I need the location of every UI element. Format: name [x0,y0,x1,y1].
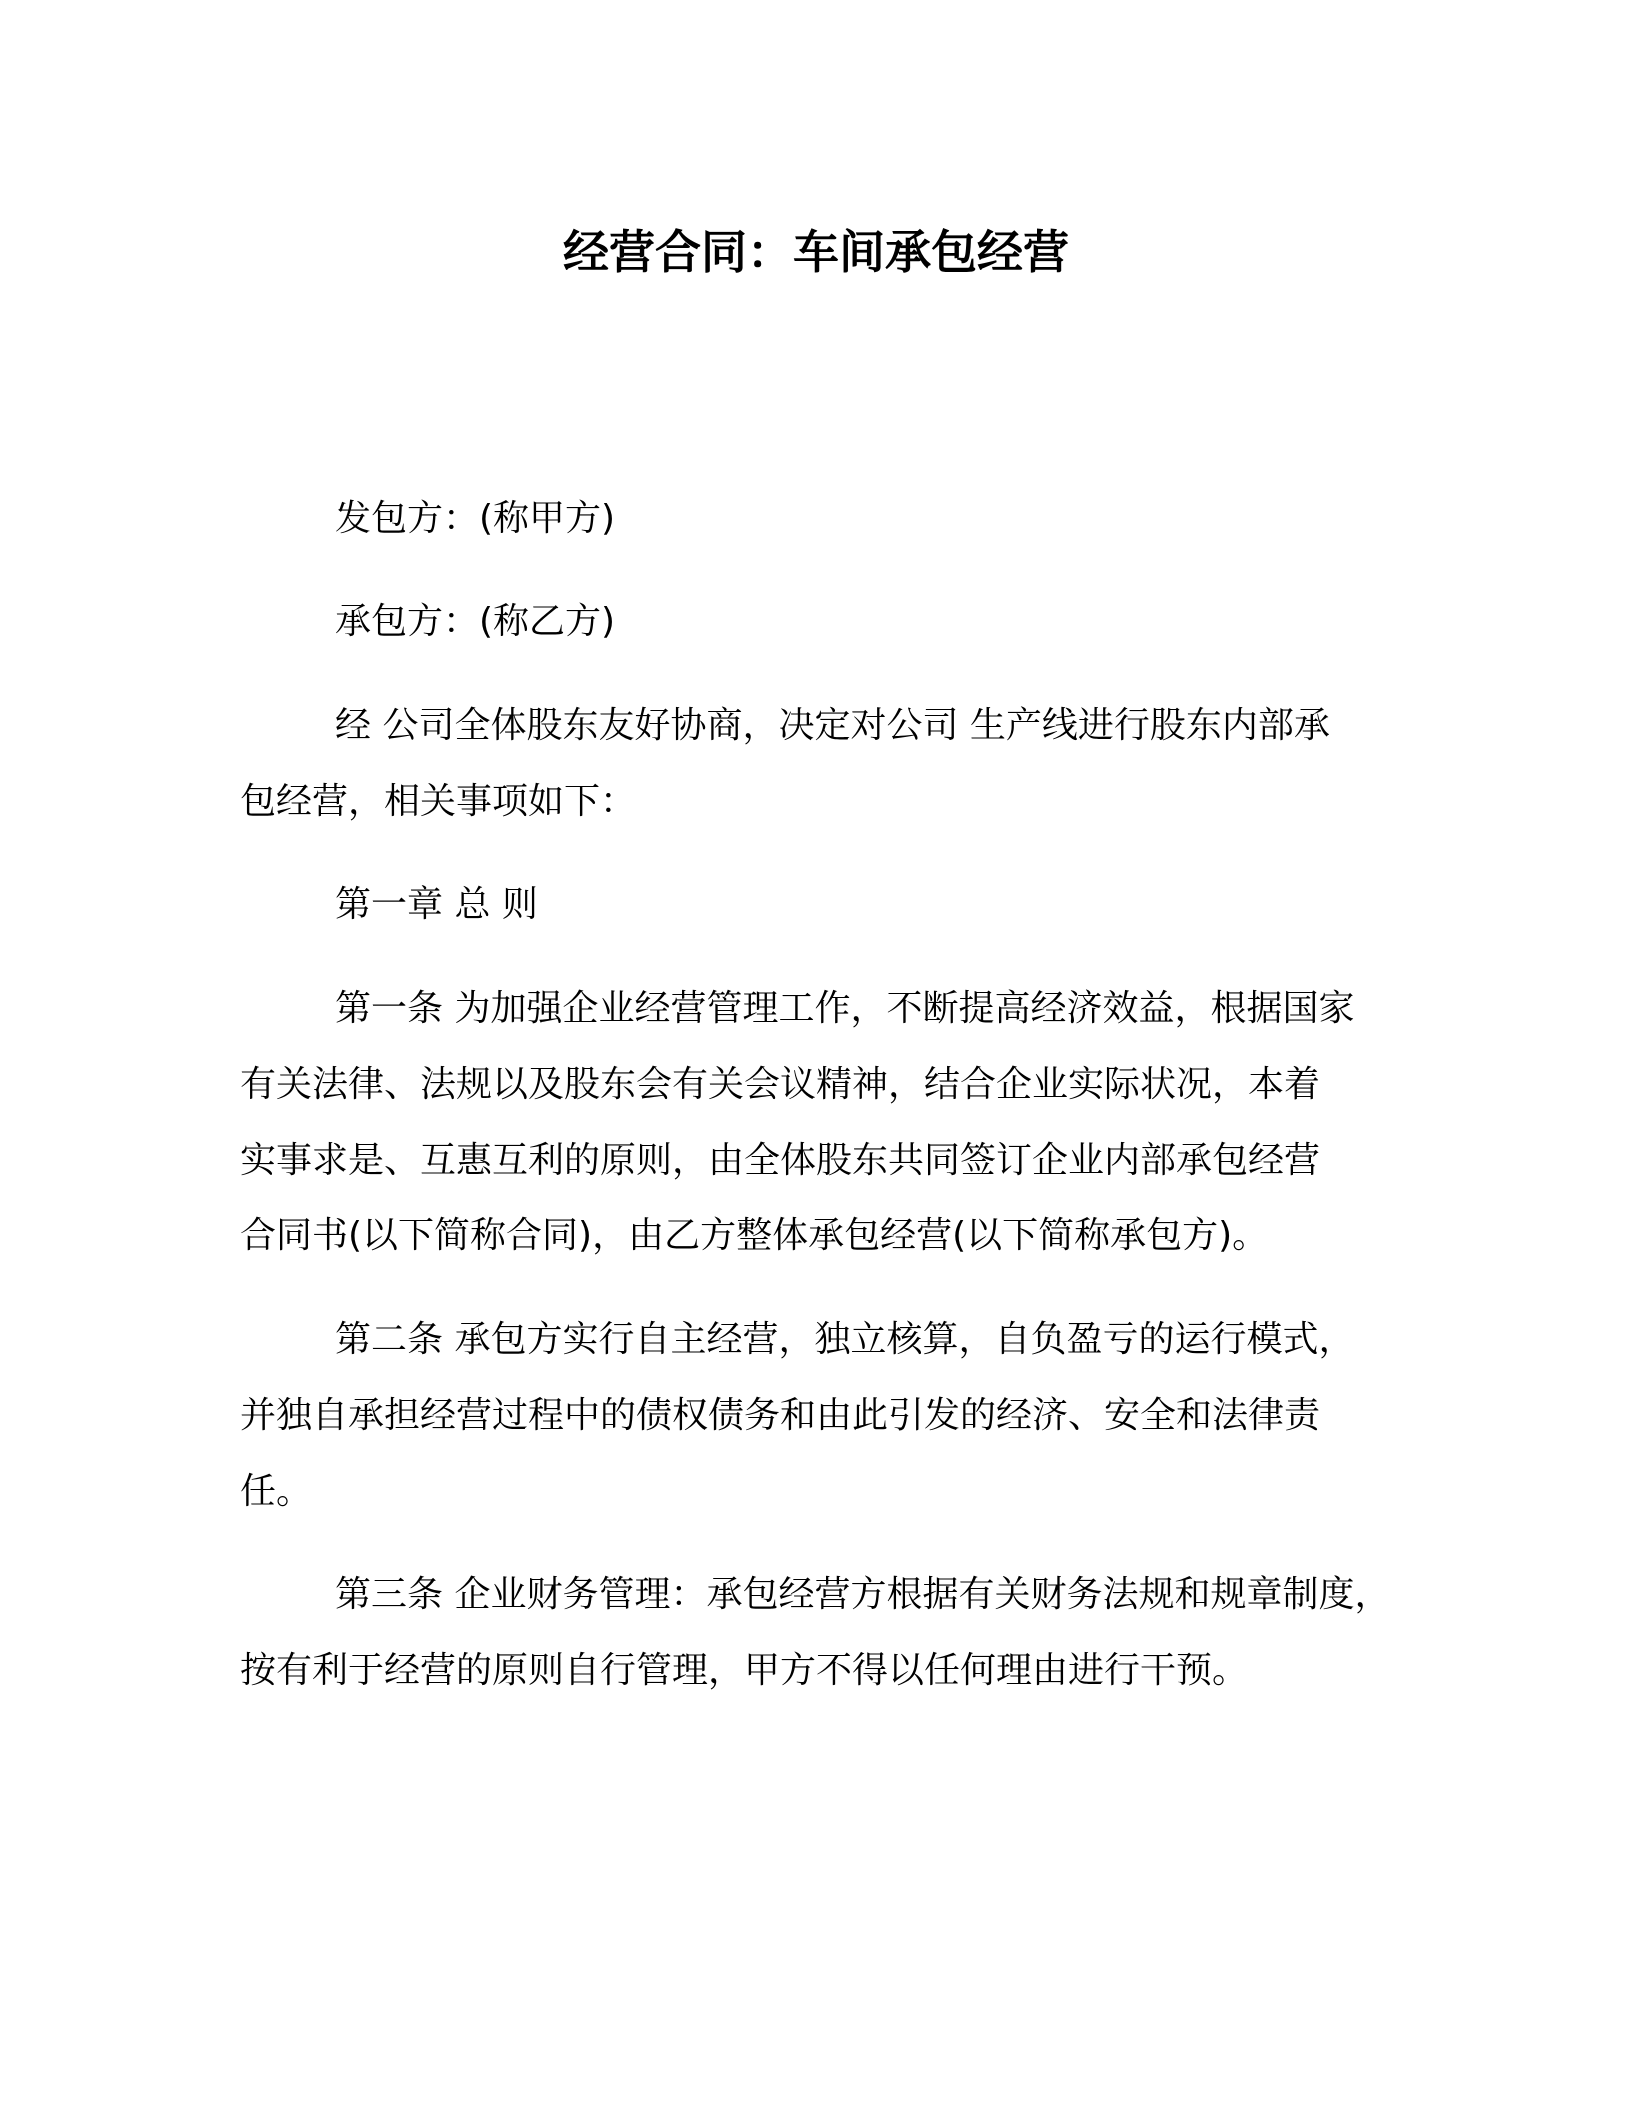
chapter-heading: 第一章 总 则 [335,884,538,925]
document-title: 经营合同：车间承包经营 [563,225,1069,279]
article-1-line-1: 第一条 为加强企业经营管理工作，不断提高经济效益，根据国家 [335,988,1355,1029]
article-2-line-1: 第二条 承包方实行自主经营，独立核算，自负盈亏的运行模式， [335,1319,1355,1360]
article-2-line-2: 并独自承担经营过程中的债权债务和由此引发的经济、安全和法律责 [240,1395,1321,1436]
article-2-line-3: 任。 [240,1471,313,1512]
intro-line-2: 包经营，相关事项如下： [240,781,637,822]
intro-line-1: 经 公司全体股东友好协商，决定对公司 生产线进行股东内部承 [335,705,1330,746]
article-1-line-4: 合同书(以下简称合同)，由乙方整体承包经营(以下简称承包方)。 [240,1215,1269,1256]
article-3-line-1: 第三条 企业财务管理：承包经营方根据有关财务法规和规章制度， [335,1574,1391,1615]
article-3-line-2: 按有利于经营的原则自行管理，甲方不得以任何理由进行干预。 [240,1650,1249,1691]
party-b-line: 承包方：(称乙方) [335,601,616,642]
party-a-line: 发包方：(称甲方) [335,498,616,539]
article-1-line-3: 实事求是、互惠互利的原则，由全体股东共同签订企业内部承包经营 [240,1140,1321,1181]
article-1-line-2: 有关法律、法规以及股东会有关会议精神，结合企业实际状况，本着 [240,1064,1321,1105]
